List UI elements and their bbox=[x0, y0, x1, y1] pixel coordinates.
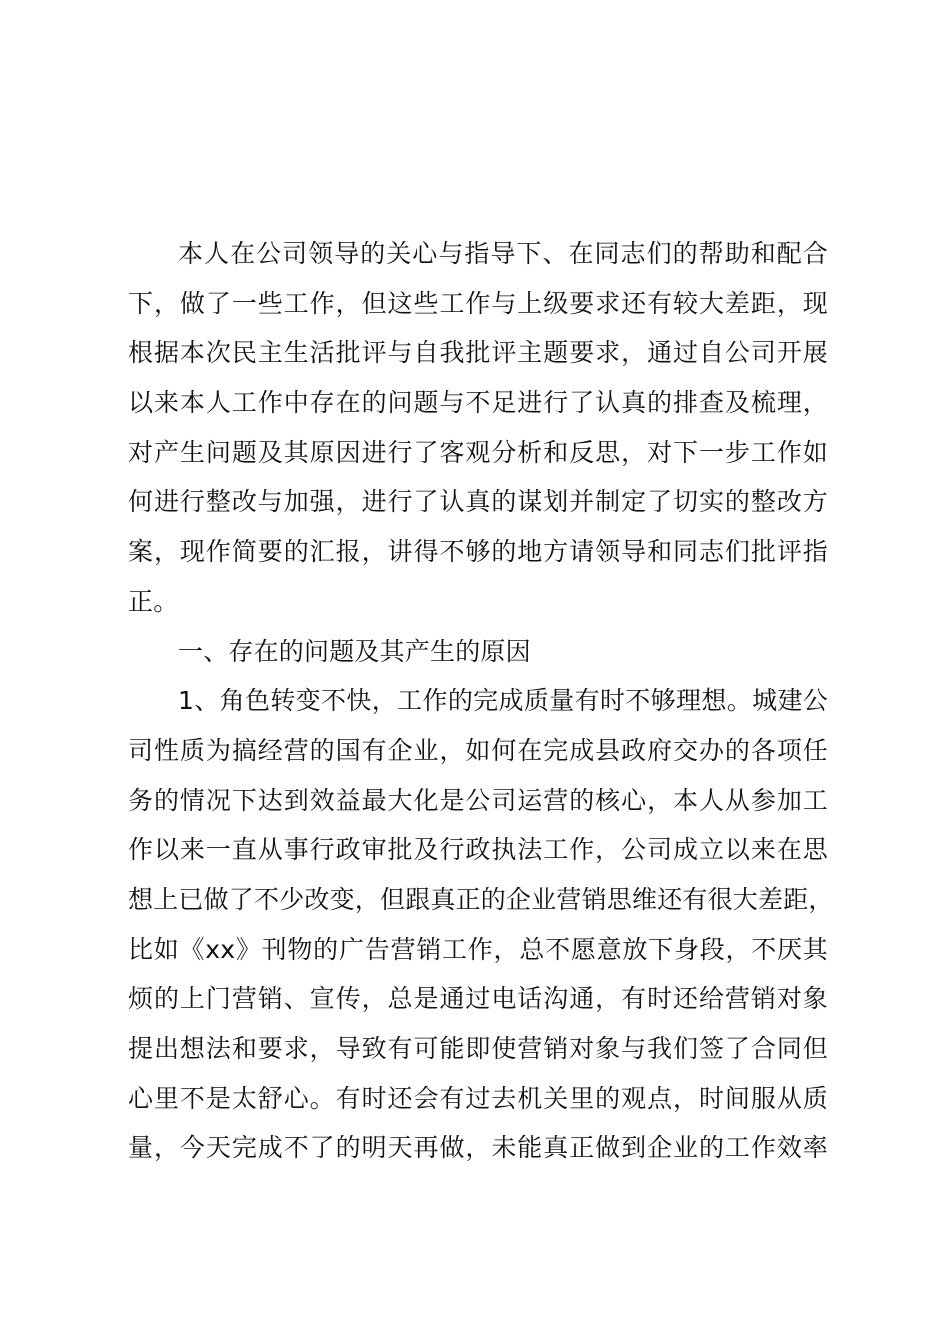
text-line: 司性质为搞经营的国有企业，如何在完成县政府交办的各项任 bbox=[128, 735, 828, 765]
text-line: 1、角色转变不快，工作的完成质量有时不够理想。城建公 bbox=[178, 686, 828, 716]
paragraph-point-1 bbox=[128, 676, 834, 1173]
text-line: 量，今天完成不了的明天再做，未能真正做到企业的工作效率 bbox=[128, 1133, 828, 1163]
text-line: 案，现作简要的汇报，讲得不够的地方请领导和同志们批评指 bbox=[128, 537, 828, 567]
text-line: 比如《xx》刊物的广告营销工作，总不愿意放下身段，不厌其 bbox=[128, 934, 828, 964]
text-line: 下，做了一些工作，但这些工作与上级要求还有较大差距，现 bbox=[128, 288, 828, 318]
text-line: 何进行整改与加强，进行了认真的谋划并制定了切实的整改方 bbox=[128, 487, 828, 517]
text-line: 以来本人工作中存在的问题与不足进行了认真的排查及梳理， bbox=[128, 388, 828, 418]
text-line: 烦的上门营销、宣传，总是通过电话沟通，有时还给营销对象 bbox=[128, 984, 828, 1014]
text-line: 本人在公司领导的关心与指导下、在同志们的帮助和配合 bbox=[178, 239, 828, 268]
section-heading bbox=[128, 627, 828, 677]
text-line: 对产生问题及其原因进行了客观分析和反思，对下一步工作如 bbox=[128, 437, 828, 467]
text-line: 想上已做了不少改变，但跟真正的企业营销思维还有很大差距， bbox=[128, 884, 834, 914]
text-line: 务的情况下达到效益最大化是公司运营的核心，本人从参加工 bbox=[128, 785, 828, 815]
heading-line: 一、存在的问题及其产生的原因 bbox=[178, 636, 531, 666]
text-line: 心里不是太舒心。有时还会有过去机关里的观点，时间服从质 bbox=[128, 1083, 828, 1113]
paragraph-intro bbox=[128, 229, 828, 627]
document-body bbox=[128, 229, 834, 1173]
text-line: 正。 bbox=[128, 586, 179, 616]
text-line: 根据本次民主生活批评与自我批评主题要求，通过自公司开展 bbox=[128, 338, 828, 368]
text-line: 提出想法和要求，导致有可能即使营销对象与我们签了合同但 bbox=[128, 1034, 828, 1063]
text-line: 作以来一直从事行政审批及行政执法工作，公司成立以来在思 bbox=[128, 835, 828, 865]
